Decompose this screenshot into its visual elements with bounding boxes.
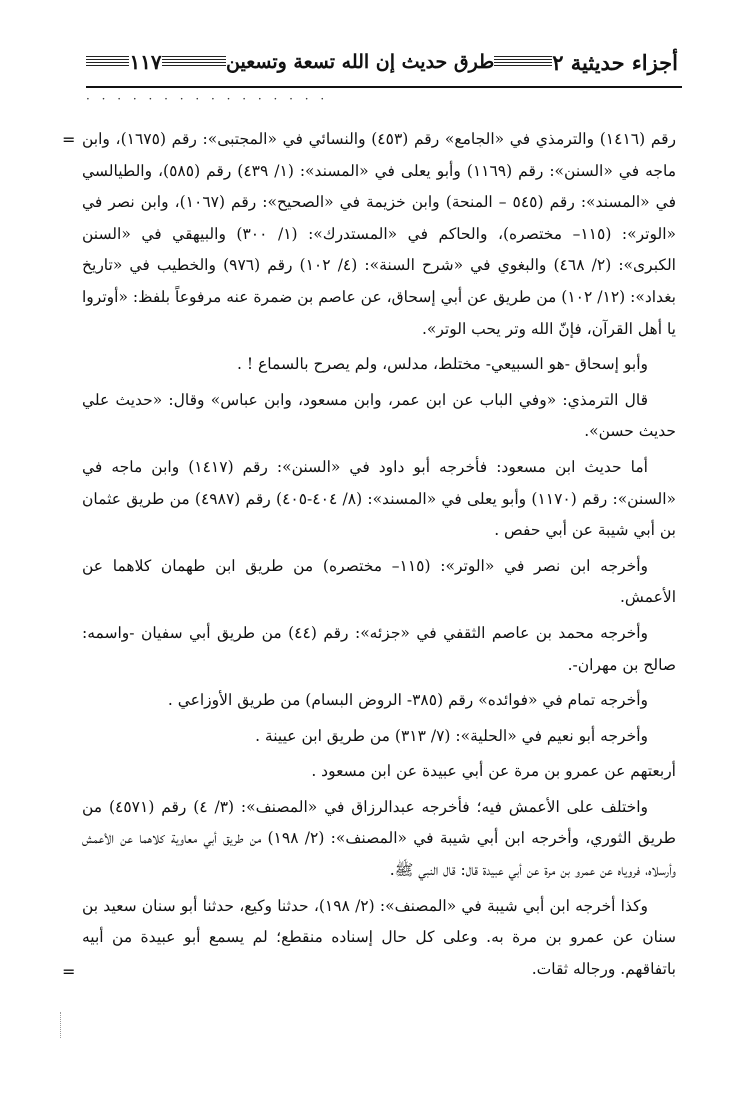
footnote-continuation-mark-bottom: =: [62, 962, 76, 981]
header-ornament-left: [86, 56, 129, 68]
paragraph-4: أما حديث ابن مسعود: فأخرجه أبو داود في «السنن»: رقم (١٤١٧) وابن ماجه في «السنن»: رقم (١١٧٠) وأبو يعلى في «المسند»: (٨/ ٤٠٤-٤٠٥) رقم (٤٩٨٧) من طريق عثمان بن أبي شيبة عن أبي حفص .: [82, 457, 676, 540]
paragraph-2: وأبو إسحاق -هو السبيعي- مختلط، مدلس، ولم يصرح بالسماع ! .: [237, 355, 648, 374]
paragraph-11: وكذا أخرجه ابن أبي شيبة في «المصنف»: (٢/ ١٩٨)، حدثنا وكيع، حدثنا أبو سنان سعيد بن سنان عن عمرو بن مرة به. وعلى كل حال إسناده منقطع؛ لم يسمع أبو عبيدة من أبيه باتفاقهم. ورجاله ثقات.: [82, 896, 676, 978]
header-rule: [86, 86, 682, 88]
paragraph-10: واختلف على الأعمش فيه؛ فأخرجه عبدالرزاق في «المصنف»: (٣/ ٤) رقم (٤٥٧١) من طريق الثوري، وأخرجه ابن أبي شيبة في «المصنف»: (٢/ ١٩٨) من طريق أبي معاوية كلاهما عن الأعمش وأرسلاه، فروياه عن عمرو بن مرة عن أبي عبيدة قال: قال النبي ﷺ.: [82, 797, 676, 880]
margin-guide-mark: [60, 1012, 62, 1038]
footnote-body: [82, 124, 676, 989]
header-ornament-right: [494, 56, 552, 68]
paragraph-5: وأخرجه ابن نصر في «الوتر»: (١١٥– مختصره) من طريق ابن طهمان كلاهما عن الأعمش.: [82, 556, 676, 607]
paragraph-9: أربعتهم عن عمرو بن مرة عن أبي عبيدة عن ابن مسعود .: [311, 762, 676, 781]
paragraph-1: رقم (١٤١٦) والترمذي في «الجامع» رقم (٤٥٣) والنسائي في «المجتبى»: رقم (١٦٧٥)، وابن ماجه في «السنن»: رقم (١١٦٩) وأبو يعلى في «المسند»: (١/ ٤٣٩) رقم (٥٨٥)، والطيالسي في «المسند»: رقم (٥٤٥ – المنحة) وابن خزيمة في «الصحيح»: رقم (١٠٦٧)، وابن نصر في «الوتر»: (١١٥– مختصره)، والحاكم في «المستدرك»: (١/ ٣٠٠) والبيهقي في «السنن الكبرى»: (٢/ ٤٦٨) والبغوي في «شرح السنة»: (٤/ ١٠٢) رقم (٩٧٦) والخطيب في «تاريخ بغداد»: (١٢/ ١٠٢) من طريق عن أبي إسحاق، عن عاصم بن ضمرة عنه مرفوعاً بلفظ: «أوتروا يا أهل القرآن، فإنّ الله وتر يحب الوتر».: [82, 130, 677, 338]
book-title: أجزاء حديثية ٢: [552, 49, 678, 75]
paragraph-6: وأخرجه محمد بن عاصم الثقفي في «جزئه»: رقم (٤٤) من طريق أبي سفيان -واسمه: صالح بن مهران-.: [82, 623, 676, 674]
paragraph-3: قال الترمذي: «وفي الباب عن ابن عمر، وابن مسعود، وابن عباس» وقال: «حديث علي حديث حسن».: [82, 390, 676, 441]
paragraph-8: وأخرجه أبو نعيم في «الحلية»: (٧/ ٣١٣) من طريق ابن عيينة .: [255, 726, 648, 745]
chapter-title: طرق حديث إن الله تسعة وتسعين: [226, 51, 495, 73]
paragraph-7: وأخرجه تمام في «فوائده» رقم (٣٨٥- الروض البسام) من طريق الأوزاعي .: [167, 691, 648, 710]
dotted-separator: · · · · · · · · · · · · · · · ·: [86, 92, 329, 106]
footnote-continuation-mark-top: =: [62, 130, 76, 149]
running-header: [86, 40, 678, 84]
header-ornament-middle: [162, 56, 226, 68]
page-number: ١١٧: [129, 50, 162, 74]
